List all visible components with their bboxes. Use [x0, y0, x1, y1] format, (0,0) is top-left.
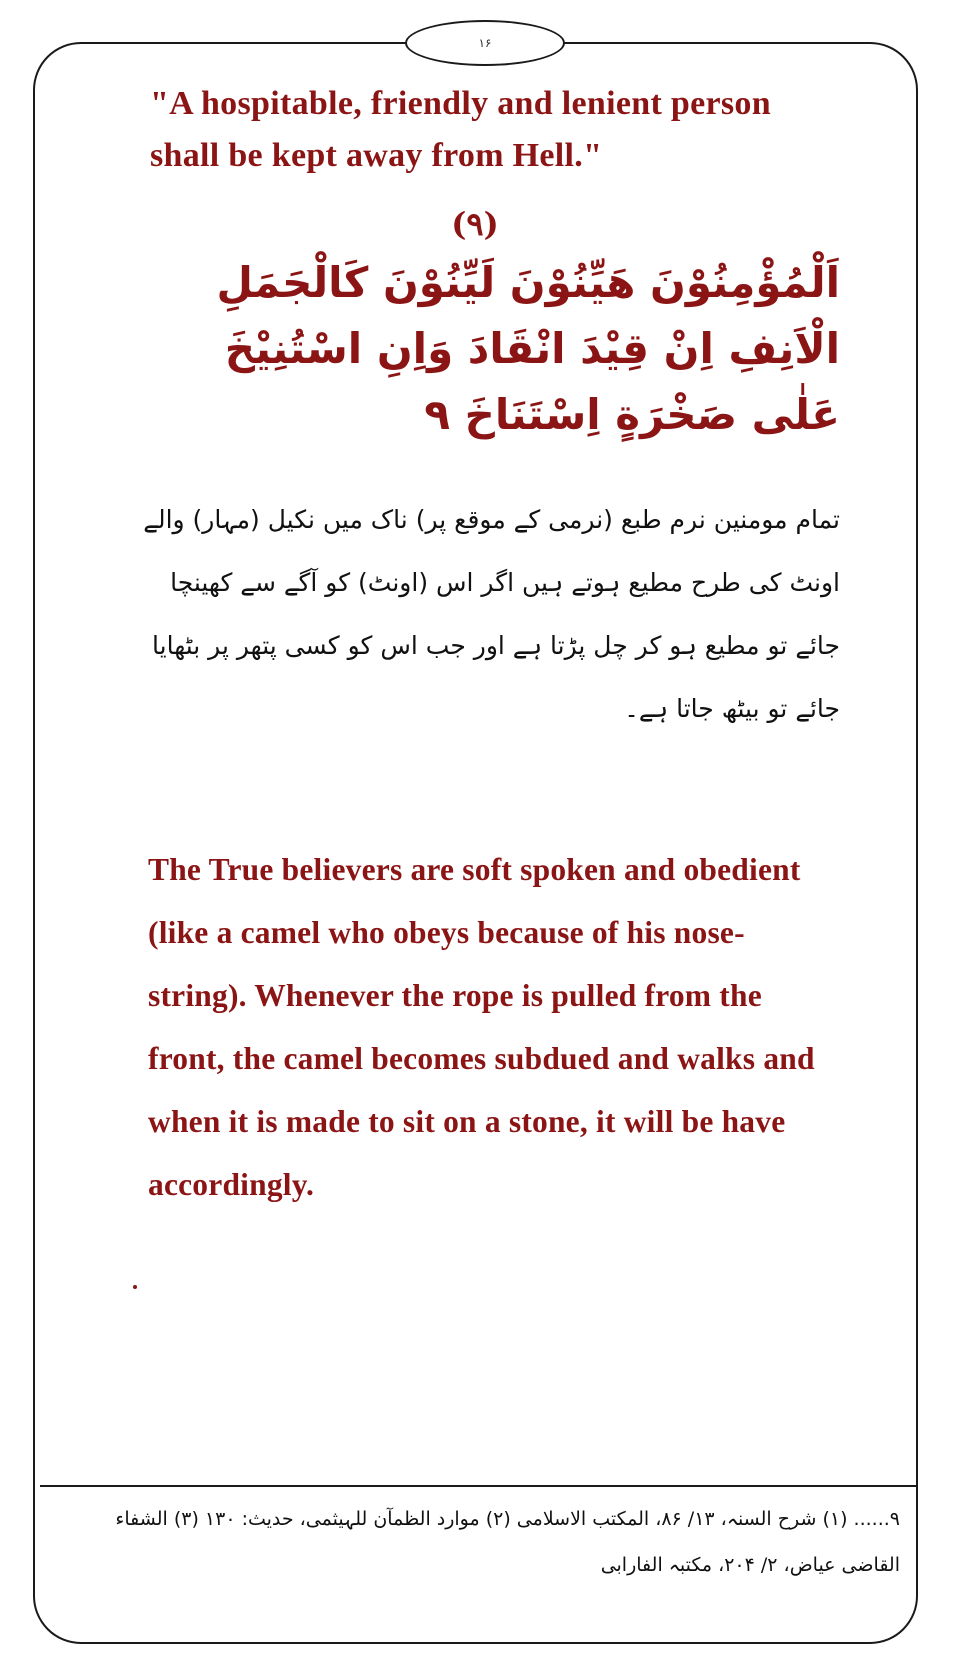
hadith-number: (۹) — [451, 205, 499, 243]
ink-speck — [133, 1285, 137, 1289]
page-number: ۱۶ — [405, 20, 565, 66]
english-translation: The True believers are soft spoken and obedient (like a camel who obeys because of his nose-string). Whenever the rope is pulled from the front, the camel becomes subdued and walks and when it is made to sit on a stone, it will be have accordingly. — [148, 852, 815, 1202]
footnote-references: ۹...... (۱) شرح السنہ، ۱۳/ ۸۶، المکتب الاسلامی (۲) موارد الظمآن للہیثمی، حدیث: ۱۳۰ (۳) الشفاء القاضی عیاض، ۲/ ۲۰۴، مکتبہ الفارابی — [115, 1508, 900, 1576]
footnote-divider — [40, 1485, 916, 1487]
arabic-hadith-text: اَلْمُؤْمِنُوْنَ هَيِّنُوْنَ لَيِّنُوْنَ كَالْجَمَلِ الْاَنِفِ اِنْ قِيْدَ انْقَادَ وَاِنِ اسْتُنِيْخَ عَلٰى صَخْرَةٍ اِسْتَنَاخَ ۹ — [216, 258, 840, 439]
urdu-translation: تمام مومنین نرم طبع (نرمی کے موقع پر) ناک میں نکیل (مہار) والے اونٹ کی طرح مطیع ہوتے ہیں اگر اس (اونٹ) کو آگے سے کھینچا جائے تو مطیع ہو کر چل پڑتا ہے اور جب اس کو کسی پتھر پر بٹھایا جائے تو بیٹھ جاتا ہے۔ — [143, 505, 840, 723]
intro-quote: "A hospitable, friendly and lenient person shall be kept away from Hell." — [150, 85, 771, 174]
